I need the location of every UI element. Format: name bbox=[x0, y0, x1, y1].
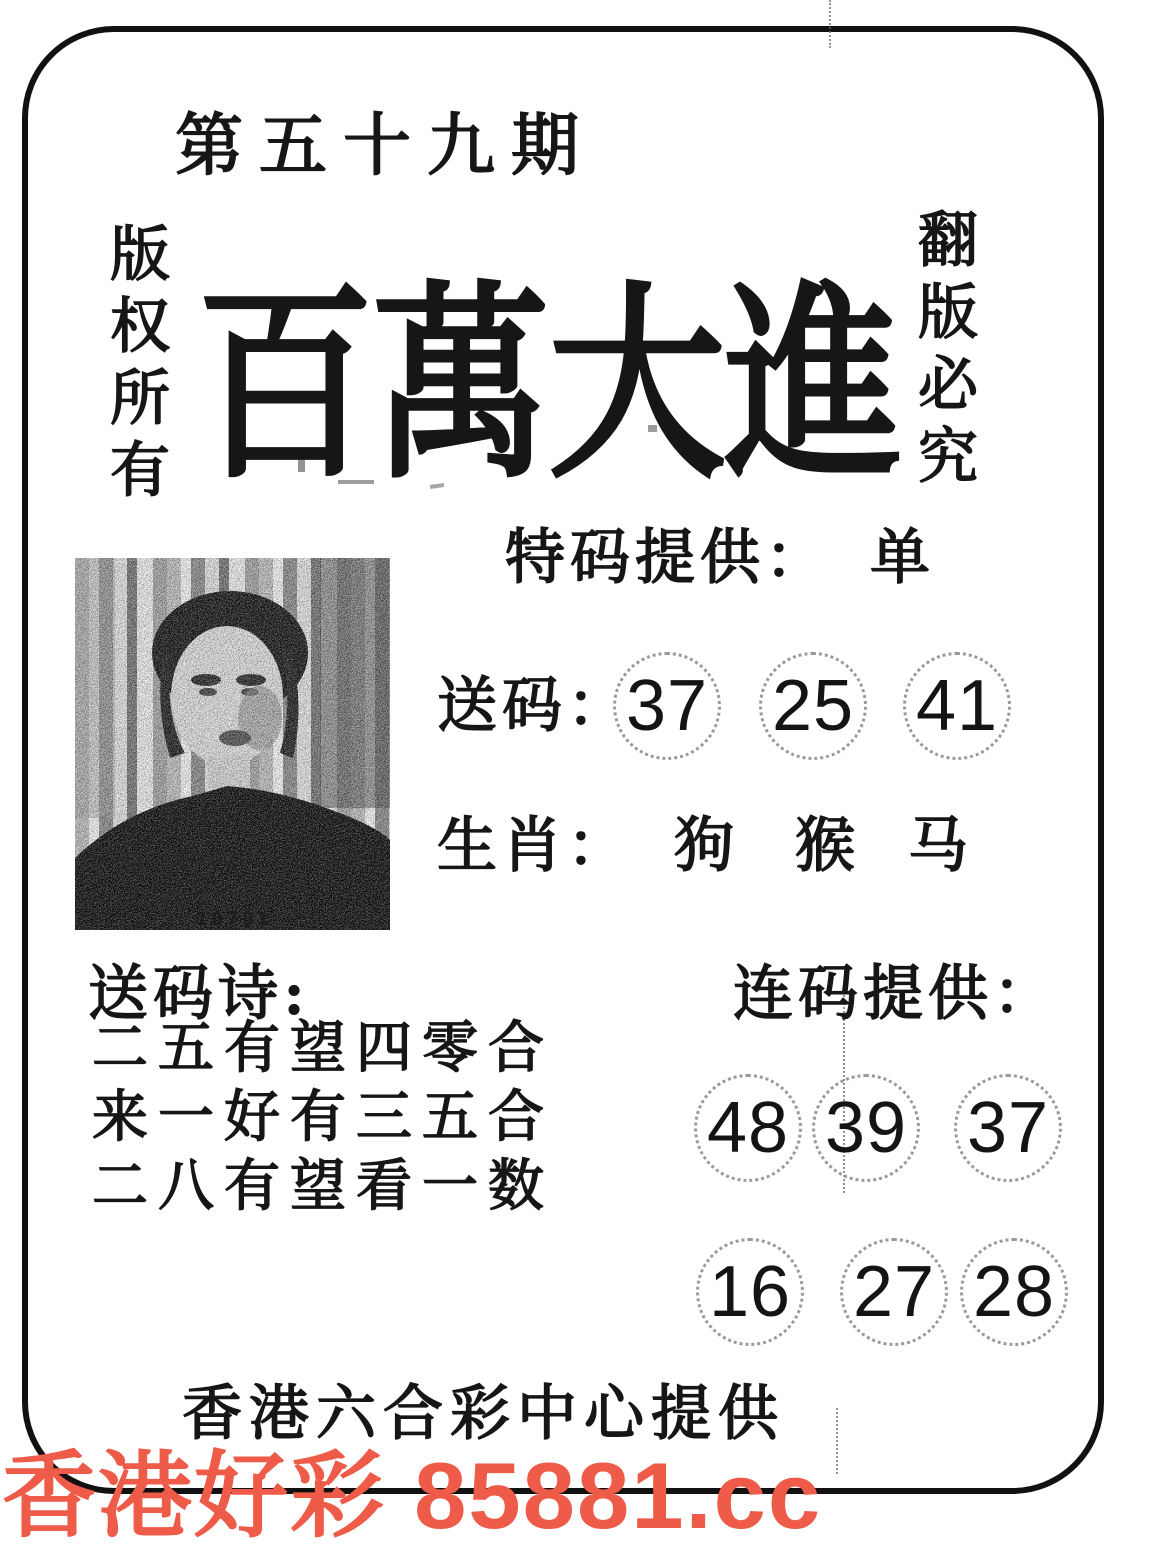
zodiac-value: 猴 bbox=[795, 811, 860, 881]
lianma-number-circle bbox=[696, 1238, 804, 1346]
lianma-number-circle bbox=[954, 1074, 1062, 1182]
lianma-number-circle bbox=[812, 1074, 920, 1182]
portrait-photo bbox=[75, 558, 390, 930]
songma-number-circle bbox=[759, 652, 867, 760]
special-code-value: 单 bbox=[870, 523, 935, 593]
site-watermark: 香港好彩 85881.cc bbox=[2, 1443, 823, 1548]
poem-line: 二八有望看一数 bbox=[92, 1153, 554, 1219]
songma-number-circle bbox=[903, 652, 1011, 760]
songma-label: 送码： bbox=[437, 671, 632, 741]
poem-title: 送码诗: bbox=[88, 959, 311, 1029]
special-code-label: 特码提供： bbox=[505, 523, 830, 593]
poem-line: 二五有望四零合 bbox=[92, 1015, 554, 1081]
issue-number: 第五十九期 bbox=[175, 106, 596, 186]
provider-line: 香港六合彩中心提供 bbox=[182, 1379, 785, 1449]
poem-line: 来一好有三五合 bbox=[92, 1084, 554, 1150]
songma-number: 25 bbox=[771, 666, 855, 746]
lianma-number-circle bbox=[840, 1238, 948, 1346]
songma-number: 37 bbox=[625, 666, 709, 746]
copyright-notice: 版权所有 bbox=[100, 222, 170, 510]
lianma-number: 39 bbox=[824, 1088, 908, 1168]
zodiac-line bbox=[437, 798, 973, 884]
poem-block bbox=[92, 1014, 554, 1221]
lianma-number-circle bbox=[694, 1074, 802, 1182]
fold-mark-bottom bbox=[836, 1408, 838, 1474]
photo-caption: 10701 bbox=[196, 908, 274, 930]
lianma-number-circle bbox=[960, 1238, 1068, 1346]
zodiac-label: 生肖： bbox=[437, 811, 632, 881]
zodiac-value: 马 bbox=[908, 811, 973, 881]
lianma-number: 37 bbox=[966, 1088, 1050, 1168]
lianma-number: 27 bbox=[852, 1252, 936, 1332]
songma-number-circle bbox=[613, 652, 721, 760]
page-title: 百萬大進 bbox=[196, 260, 900, 508]
special-code-line bbox=[505, 510, 935, 596]
lianma-number: 48 bbox=[706, 1088, 790, 1168]
fold-mark-top bbox=[829, 0, 831, 48]
songma-number: 41 bbox=[915, 666, 999, 746]
lianma-number: 28 bbox=[972, 1252, 1056, 1332]
lianma-label: 连码提供： bbox=[733, 959, 1058, 1029]
piracy-notice: 翻版必究 bbox=[908, 208, 978, 496]
zodiac-value: 狗 bbox=[674, 811, 739, 881]
lianma-number: 16 bbox=[708, 1252, 792, 1332]
